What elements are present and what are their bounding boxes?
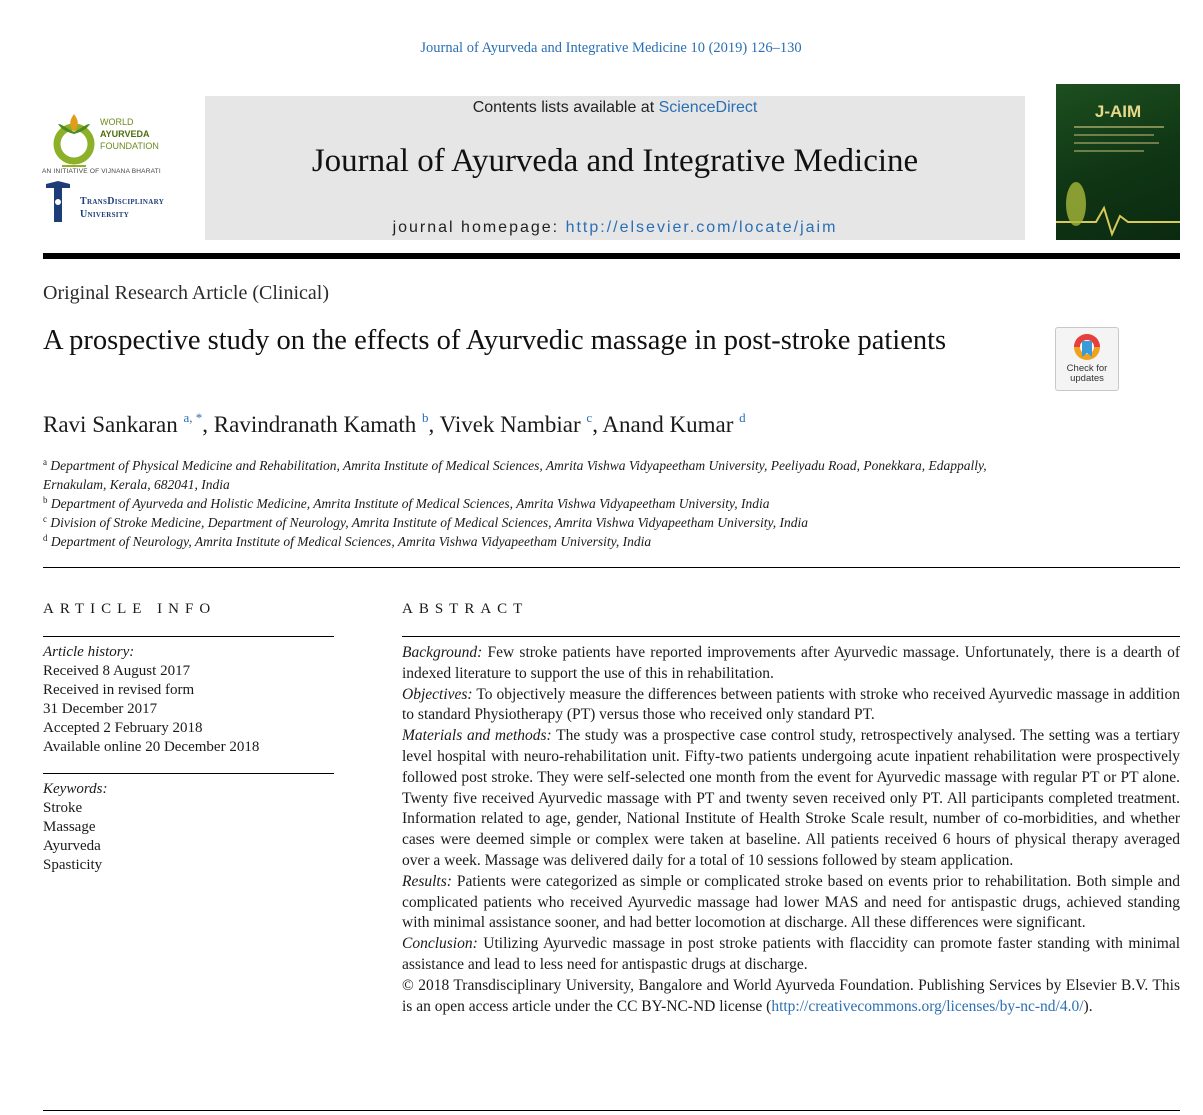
author-affiliation-marker: d (739, 410, 746, 425)
author-affiliation-marker: c (586, 410, 593, 425)
abstract-conclusion: Conclusion: Utilizing Ayurvedic massage in post stroke patients with flaccidity can promote faster standing with minimal assistance and lead to less need for antispastic drugs at discharge. (402, 935, 1181, 973)
license-link[interactable]: http://creativecommons.org/licenses/by-nc-nd/4.0/ (771, 997, 1084, 1015)
author-affiliation-marker: a, * (183, 410, 203, 425)
journal-homepage-link[interactable]: http://elsevier.com/locate/jaim (565, 219, 838, 236)
abstract-divider (402, 636, 1180, 637)
affiliations (43, 456, 1043, 551)
journal-title: Journal of Ayurveda and Integrative Medicine (311, 143, 919, 179)
keywords-label: Keywords: (43, 781, 108, 797)
history-item: 31 December 2017 (43, 701, 158, 717)
journal-banner (205, 96, 1025, 240)
homepage-line: journal homepage: http://elsevier.com/locate/jaim (392, 219, 838, 236)
abstract-objectives: Objectives: To objectively measure the differences between patients with stroke who received Ayurvedic massage in addition to standard Physiotherapy (PT) versus those who received only standard PT. (402, 685, 1180, 724)
cover-art-icon (1056, 84, 1180, 240)
article-info-divider (43, 636, 334, 637)
article-history (43, 643, 259, 757)
abstract-results: Results: Patients were categorized as simple or complicated stroke based on events prior to rehabilitation. Both simple and complicated patients who received Ayurvedic massage had lower MAS and need for antispastic drugs, achieved standing with minimal assistance sooner, and had better locomotion at discharge. All these differences were significant. (402, 872, 1181, 932)
header-divider (43, 253, 1180, 259)
affiliation-item: $^a$ Department of Physical Medicine and Rehabilitation, Amrita Institute of Medical Sciences, Amrita Vishwa Vidyapeetham University, Peeliyadu Road, Ponekkara, Edappally, Ernakulam, Kerala, 682041, India (43, 457, 987, 492)
author[interactable]: Ravi Sankaran $^{a, *}$, (43, 410, 214, 437)
keyword-item: Spasticity (43, 857, 103, 873)
article-history-label: Article history: (43, 644, 135, 660)
abstract-heading: ABSTRACT (402, 601, 529, 617)
wa-tagline: AN INITIATIVE OF VIJNANA BHARATI (42, 168, 161, 175)
keyword-item: Stroke (43, 800, 83, 816)
affiliation-item: $^b$ Department of Ayurveda and Holistic Medicine, Amrita Institute of Medical Sciences, Amrita Vishwa Vidyapeetham University, India (43, 495, 770, 511)
publisher-logos (40, 100, 180, 240)
section-divider (43, 567, 1180, 568)
keywords-divider (43, 773, 334, 774)
cover-title: J-AIM (1094, 102, 1142, 121)
affiliation-item: $^c$ Division of Stroke Medicine, Department of Neurology, Amrita Institute of Medical Sciences, Amrita Vishwa Vidyapeetham University, India (43, 514, 808, 530)
transdisciplinary-university-text: TransDisciplinary University (80, 196, 165, 220)
history-item: Received 8 August 2017 (43, 663, 191, 679)
contents-line: Contents lists available at ScienceDirect (472, 99, 758, 116)
author[interactable]: Ravindranath Kamath $^b$, (213, 410, 440, 437)
world-ayurveda-foundation-logo (52, 110, 96, 168)
affiliation-item: $^d$ Department of Neurology, Amrita Institute of Medical Sciences, Amrita Vishwa Vidyapeetham University, India (43, 533, 652, 549)
journal-citation[interactable]: Journal of Ayurveda and Integrative Medicine 10 (2019) 126–130 (420, 40, 802, 56)
author-affiliation-marker: b (422, 410, 429, 425)
journal-cover-image[interactable] (1056, 84, 1180, 240)
abstract-background: Background: Few stroke patients have reported improvements after Ayurvedic massage. Unfortunately, there is a dearth of indexed literature to support the use of this in rehabilitation. (402, 644, 1180, 682)
history-item: Accepted 2 February 2018 (43, 720, 203, 736)
author[interactable]: Anand Kumar $^d$ (602, 410, 746, 437)
copyright-notice: © 2018 Transdisciplinary University, Bangalore and World Ayurveda Foundation. Publishing Services by Elsevier B.V. This is an open access article under the CC BY-NC-ND license (http://creativecommons.org/licenses/by-nc-nd/4.0/). (402, 976, 1180, 1015)
author-list (43, 412, 746, 438)
history-item: Available online 20 December 2018 (43, 739, 260, 755)
bottom-divider (43, 1110, 1180, 1111)
sciencedirect-link[interactable]: ScienceDirect (658, 99, 758, 116)
keyword-item: Ayurveda (43, 838, 101, 854)
author[interactable]: Vivek Nambiar $^c$, (439, 410, 603, 437)
article-type: Original Research Article (Clinical) (43, 282, 330, 304)
world-ayurveda-text: WORLD AYURVEDA FOUNDATION (100, 117, 159, 151)
article-title: A prospective study on the effects of Ayurvedic massage in post-stroke patients (43, 325, 947, 356)
check-for-updates-label: Check for updates (1066, 363, 1108, 384)
abstract-body (402, 643, 1180, 1017)
history-item: Received in revised form (43, 682, 195, 698)
crossmark-icon (1073, 333, 1101, 363)
transdisciplinary-university-logo (44, 180, 72, 224)
check-for-updates-button[interactable] (1055, 327, 1119, 391)
article-info-heading: ARTICLE INFO (43, 601, 217, 617)
abstract-methods: Materials and methods: The study was a prospective case control study, retrospectively analysed. The setting was a tertiary level hospital with neuro-rehabilitation unit. Fifty-two patients undergoing acute inpatient rehabilitation were prospectively followed post stroke. They were self-selected one month from the event for Ayurvedic massage with regular PT or PT alone. Twenty five received Ayurvedic massage with PT and twenty seven received only PT. All participants completed treatment. Information related to age, gender, National Institute of Health Stroke Scale result, number of co-morbidities, and whether cases were deemed simple or complex were taken at baseline. All patients received 6 hours of physical therapy averaged over a week. Massage was delivered daily for a total of 10 sessions followed by steam application. (402, 727, 1180, 869)
keyword-item: Massage (43, 819, 96, 835)
keywords (43, 780, 107, 875)
